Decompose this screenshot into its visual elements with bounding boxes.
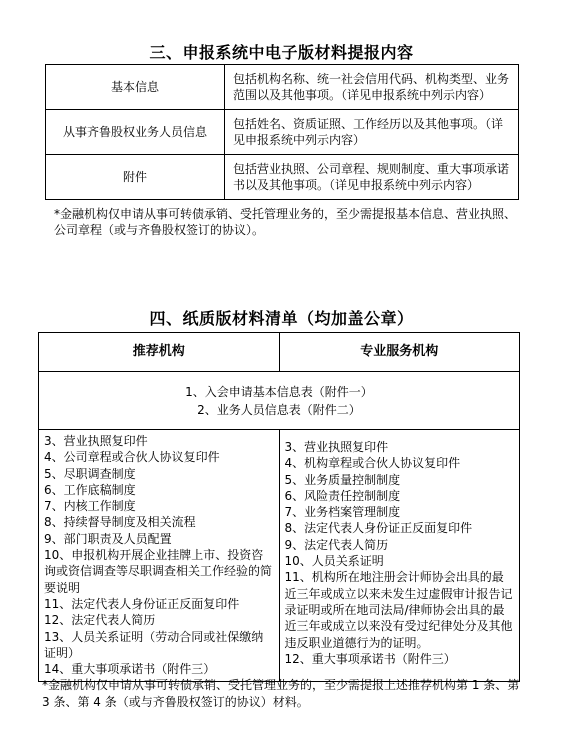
list-item: 12、重大事项承诺书（附件三） [284,651,456,666]
table-row [46,155,519,200]
list-item: 7、内核工作制度 [44,499,136,514]
paper-materials-table [38,332,520,682]
list-item: 1、入会申请基本信息表（附件一） [185,384,373,399]
list-item: 3、营业执照复印件 [284,440,389,454]
list-item: 10、人员关系证明 [284,554,384,569]
list-item: 5、尽职调查制度 [44,466,136,481]
list-item: 10、申报机构开展企业挂牌上市、投资咨询或资信调查等尽职调查相关工作经验的简要说明 [44,548,273,595]
list-item: 9、部门职责及人员配置 [44,531,172,546]
list-item: 14、重大事项承诺书（附件三） [44,662,216,677]
electronic-materials-table [45,64,519,200]
table-row [39,372,520,430]
list-item: 4、公司章程或合伙人协议复印件 [44,450,220,465]
row-content: 包括姓名、资质证照、工作经历以及其他事项。（详见申报系统中列示内容） [225,110,519,155]
column-header-service-institution: 专业服务机构 [279,333,520,372]
list-item: 6、工作底稿制度 [44,482,136,497]
list-item: 8、持续督导制度及相关流程 [44,515,196,530]
service-institution-items [279,430,520,682]
table-row [46,110,519,155]
row-content: 包括机构名称、统一社会信用代码、机构类型、业务范围以及其他事项。（详见申报系统中列示内容） [225,65,519,110]
list-item: 11、法定代表人身份证正反面复印件 [44,596,240,611]
row-name: 附件 [46,155,225,200]
table-header-row [39,333,520,372]
table-row [39,430,520,682]
table-row [46,65,519,110]
list-item: 7、业务档案管理制度 [284,505,401,520]
row-name: 从事齐鲁股权业务人员信息 [46,110,225,155]
shared-items-cell [39,372,520,430]
list-item: 8、法定代表人身份证正反面复印件 [284,521,473,536]
list-item: 11、机构所在地注册会计师协会出具的最近三年或成立以来未发生过虚假审计报告记录证明或所在地司法局/律师协会出具的最近三年或成立以来没有受过纪律处分及其他违反职业道德行为的证明。 [284,570,513,650]
section4-note: *金融机构仅申请从事可转债承销、受托管理业务的，至少需提报上述推荐机构第 1 条、第 3 条、第 4 条（或与齐鲁股权签订的协议）材料。 [42,678,520,709]
list-item: 2、业务人员信息表（附件二） [197,402,361,417]
list-item: 4、机构章程或合伙人协议复印件 [284,456,461,471]
section3-title: 三、申报系统中电子版材料提报内容 [149,43,414,62]
list-item: 13、人员关系证明（劳动合同或社保缴纳证明） [44,629,264,660]
row-content: 包括营业执照、公司章程、规则制度、重大事项承诺书以及其他事项。（详见申报系统中列示内容） [225,155,519,200]
column-header-recommending-institution: 推荐机构 [39,333,280,372]
section3-note: *金融机构仅申请从事可转债承销、受托管理业务的，至少需提报基本信息、营业执照、公司章程（或与齐鲁股权签订的协议）。 [54,207,517,237]
list-item: 9、法定代表人简历 [284,537,389,552]
list-item: 3、营业执照复印件 [44,434,148,448]
list-item: 12、法定代表人简历 [44,613,156,628]
list-item: 5、业务质量控制制度 [284,472,401,487]
recommending-institution-items [39,430,280,682]
section4-title: 四、纸质版材料清单（均加盖公章） [149,309,414,328]
list-item: 6、风险责任控制制度 [284,488,401,503]
row-name: 基本信息 [46,65,225,110]
